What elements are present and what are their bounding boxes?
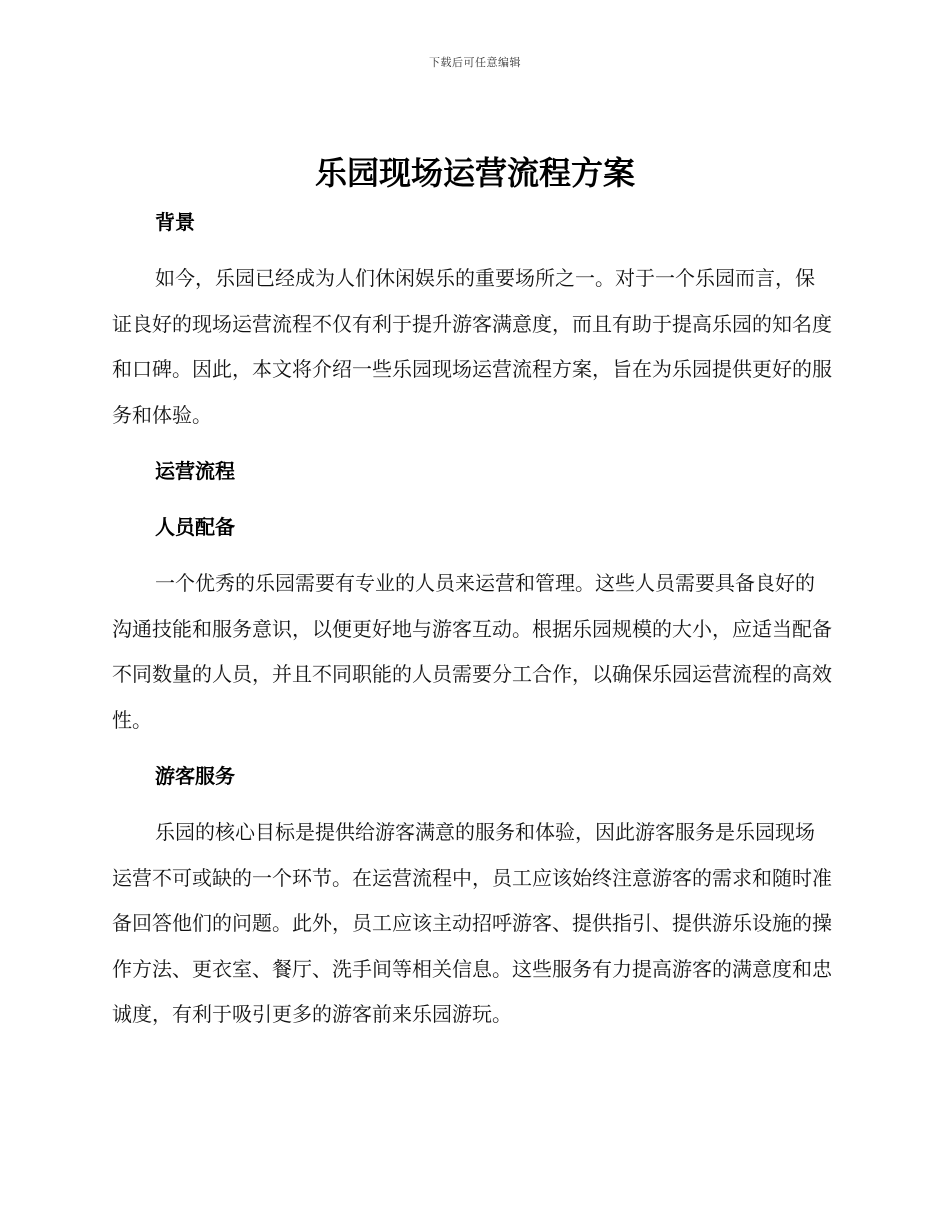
page-header-note: 下载后可任意编辑 [429, 56, 521, 69]
paragraph-guest-service: 乐园的核心目标是提供给游客满意的服务和体验，因此游客服务是乐园现场运营不可或缺的一个环节。在运营流程中，员工应该始终注意游客的需求和随时准备回答他们的问题。此外，员工应该主动招呼游客、提供指引、提供游乐设施的操作方法、更衣室、餐厅、洗手间等相关信息。这些服务有力提高游客的满意度和忠诚度，有利于吸引更多的游客前来乐园游玩。 [112, 820, 832, 1026]
section-heading-staffing: 人员配备 [155, 515, 235, 539]
section-heading-guest-service: 游客服务 [155, 764, 235, 788]
document-body [112, 200, 834, 1038]
document-title: 乐园现场运营流程方案 [314, 154, 635, 192]
paragraph-staffing: 一个优秀的乐园需要有专业的人员来运营和管理。这些人员需要具备良好的沟通技能和服务意识，以便更好地与游客互动。根据乐园规模的大小，应适当配备不同数量的人员，并且不同职能的人员需要分工合作，以确保乐园运营流程的高效性。 [112, 571, 832, 732]
section-heading-background: 背景 [155, 210, 195, 234]
section-heading-operations: 运营流程 [155, 459, 235, 483]
paragraph-background: 如今，乐园已经成为人们休闲娱乐的重要场所之一。对于一个乐园而言，保证良好的现场运营流程不仅有利于提升游客满意度，而且有助于提高乐园的知名度和口碑。因此，本文将介绍一些乐园现场运营流程方案，旨在为乐园提供更好的服务和体验。 [112, 266, 832, 427]
